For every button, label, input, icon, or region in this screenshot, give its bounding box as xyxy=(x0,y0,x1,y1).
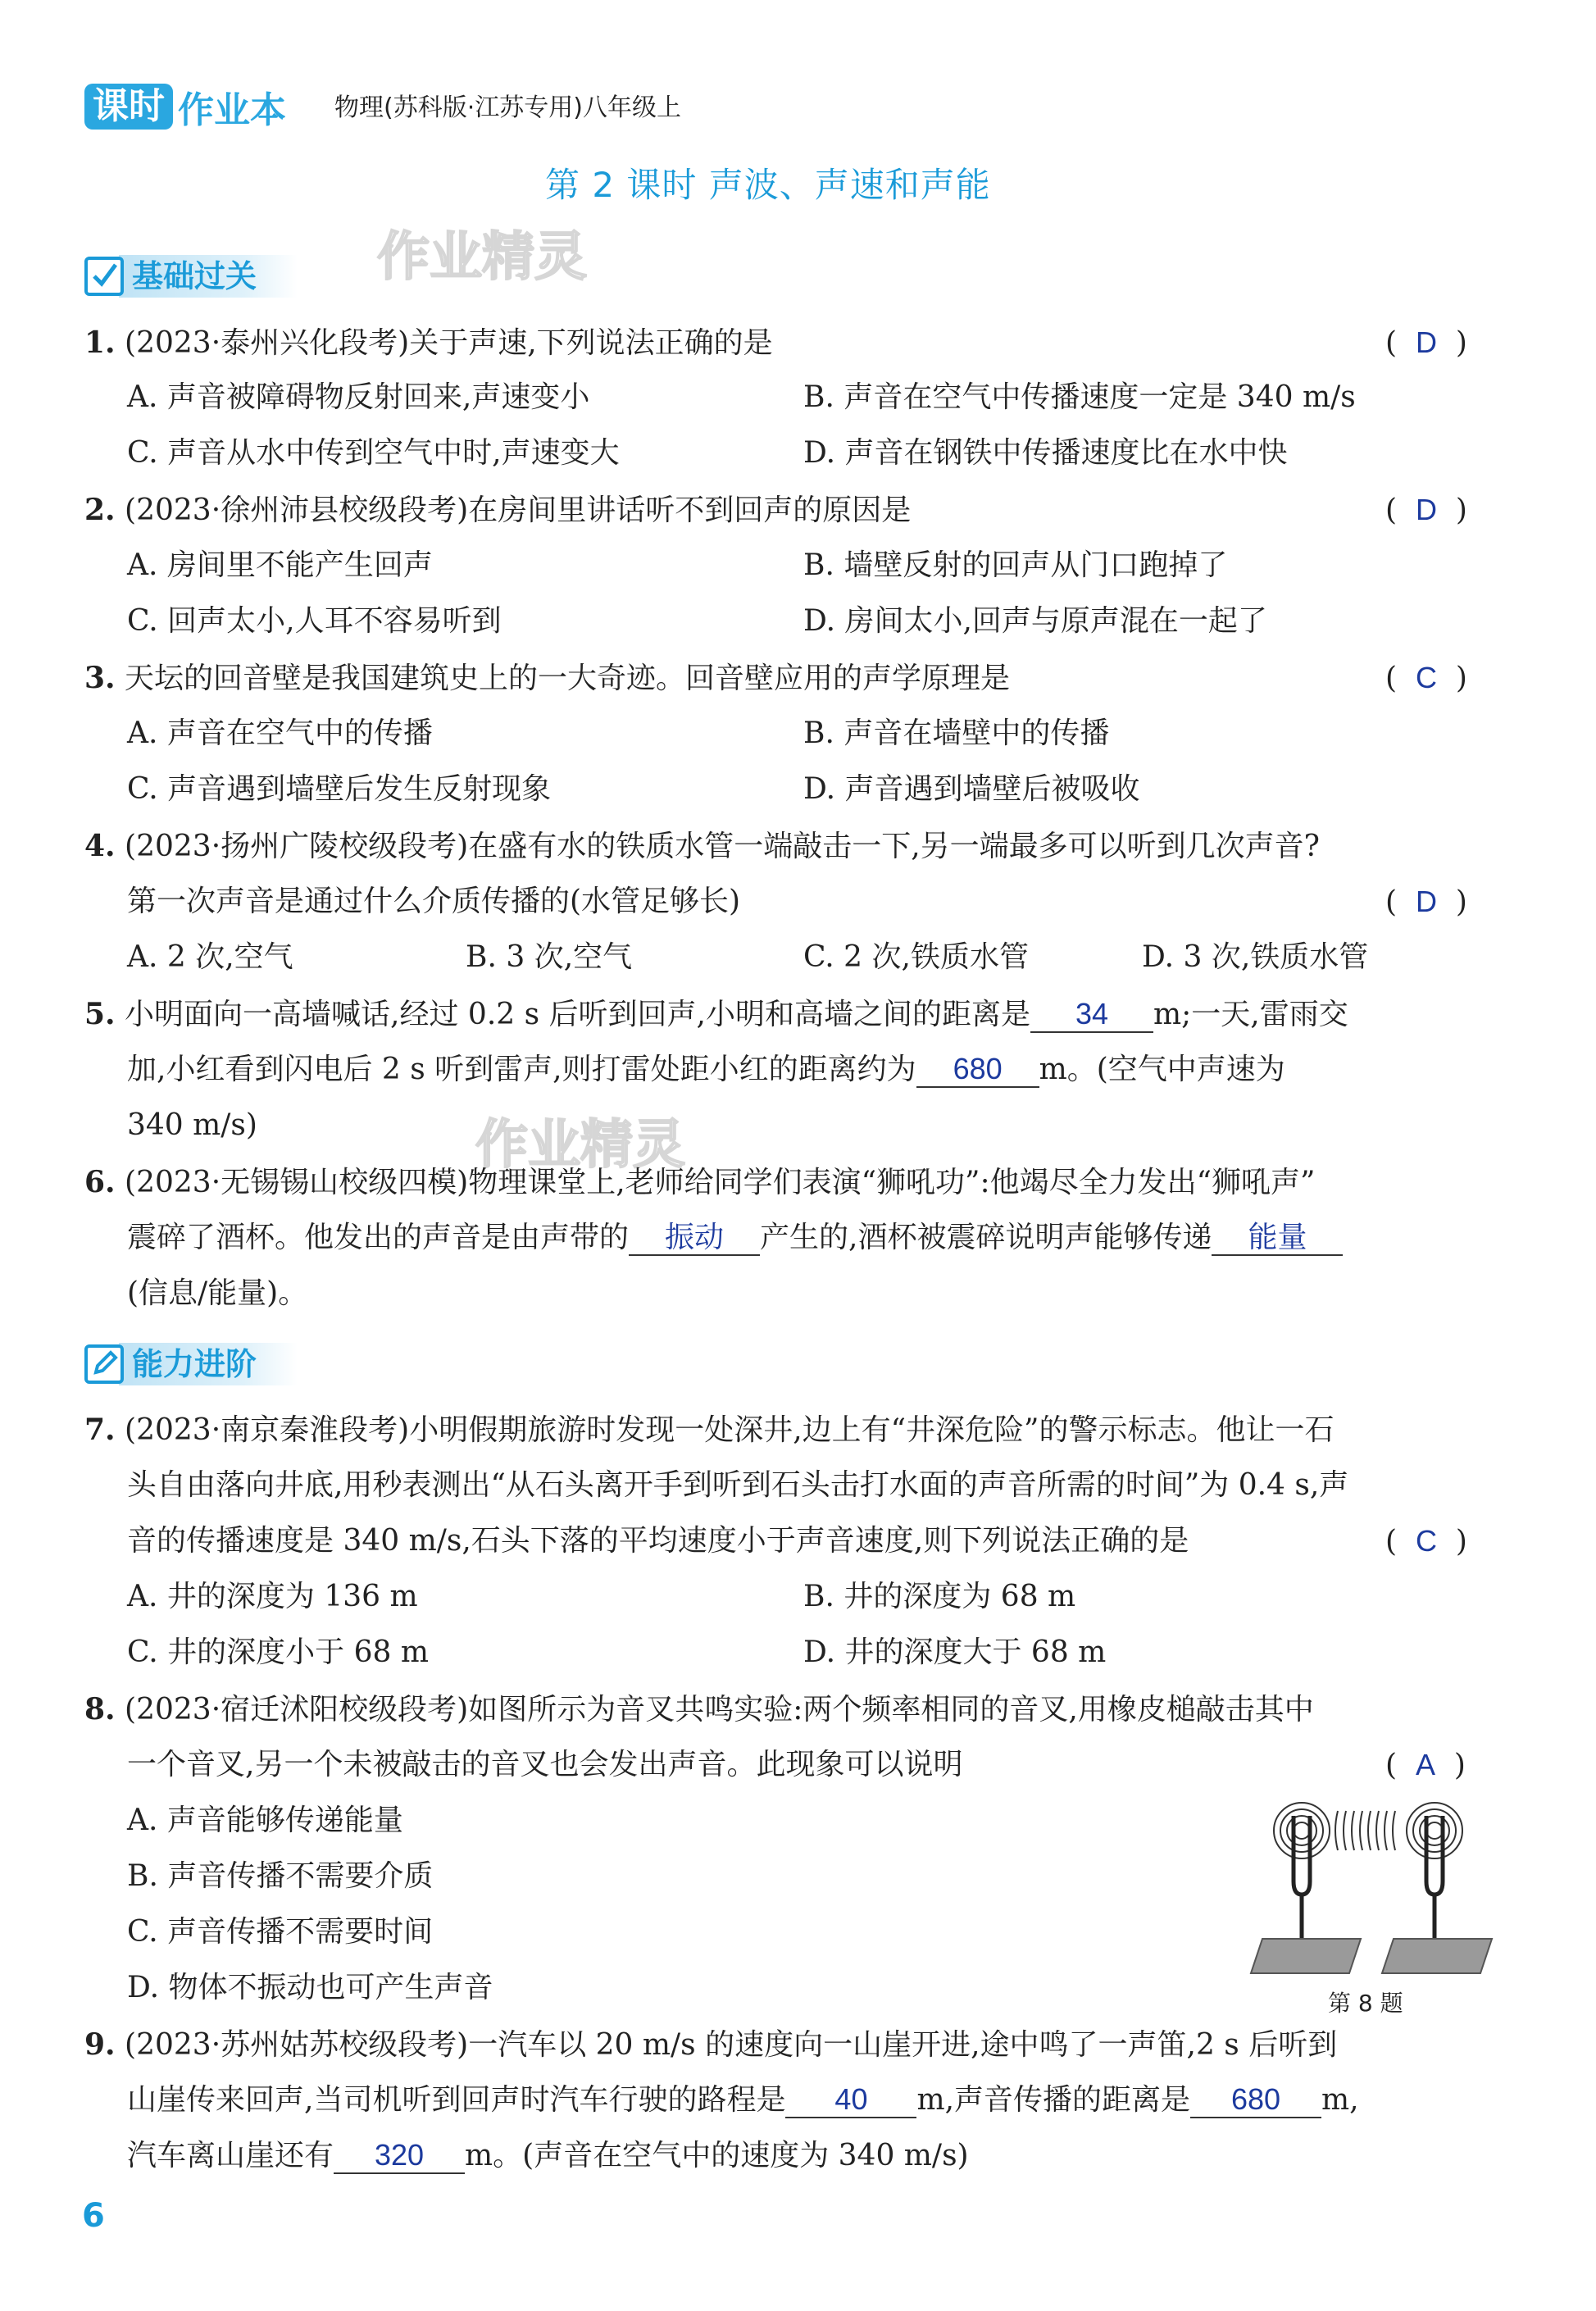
brand-title: 作业本 xyxy=(178,89,286,131)
option-b: B. 声音在墙壁中的传播 xyxy=(803,717,1110,750)
option-a: A. 井的深度为 136 m xyxy=(127,1580,418,1613)
question-text: m, xyxy=(1321,2083,1359,2117)
fill-blank xyxy=(785,2083,916,2118)
question-text: m。(空气中声速为 xyxy=(1039,1053,1285,1086)
question-6 xyxy=(84,1164,1315,1201)
question-1 xyxy=(84,325,773,362)
question-9-line-2 xyxy=(127,2082,1359,2118)
option-c: C. 声音传播不需要时间 xyxy=(127,1915,434,1949)
answer: 680 xyxy=(1231,2082,1281,2116)
question-8-line-2: 一个音叉,另一个未被敲击的音叉也会发出声音。此现象可以说明 xyxy=(127,1748,963,1781)
question-5 xyxy=(84,996,1348,1033)
fill-blank xyxy=(916,1053,1039,1088)
answer: C xyxy=(1415,661,1437,694)
question-text: 加,小红看到闪电后 2 s 听到雷声,则打雷处距小红的距离约为 xyxy=(127,1053,916,1086)
answer: A xyxy=(1415,1748,1435,1781)
option-d: D. 井的深度大于 68 m xyxy=(803,1635,1107,1669)
fill-blank xyxy=(1212,1221,1343,1256)
figure-caption: 第 8 题 xyxy=(1328,1990,1403,2017)
question-text: (2023·无锡锡山校级四模)物理课堂上,老师给同学们表演“狮吼功”:他竭尽全力发出“狮吼声” xyxy=(125,1166,1316,1199)
question-3 xyxy=(84,660,1010,697)
option-b: B. 墙壁反射的回声从门口跑掉了 xyxy=(803,548,1228,582)
fork-base xyxy=(1382,1939,1492,1973)
question-2 xyxy=(84,492,911,529)
question-number: 3. xyxy=(84,661,116,695)
answer: D xyxy=(1415,493,1437,526)
question-text: 震碎了酒杯。他发出的声音是由声带的 xyxy=(127,1221,630,1254)
section-title: 能力进阶 xyxy=(119,1343,298,1385)
question-text: (2023·宿迁沭阳校级段考)如图所示为音叉共鸣实验:两个频率相同的音叉,用橡皮槌敲击其中 xyxy=(125,1693,1314,1726)
watermark: 作业精灵 xyxy=(475,1115,685,1176)
option-c: C. 回声太小,人耳不容易听到 xyxy=(127,604,502,638)
question-7-line-3: 音的传播速度是 340 m/s,石头下落的平均速度小于声音速度,则下列说法正确的是 xyxy=(127,1524,1189,1558)
option-a: A. 2 次,空气 xyxy=(127,940,293,974)
fill-blank xyxy=(629,1221,760,1256)
watermark: 作业精灵 xyxy=(377,227,587,288)
question-text: m,声音传播的距离是 xyxy=(916,2083,1191,2117)
question-text: (2023·苏州姑苏校级段考)一汽车以 20 m/s 的速度向一山崖开进,途中鸣了一声笛,2 s 后听到 xyxy=(125,2028,1338,2062)
option-a: A. 声音被障碍物反射回来,声速变小 xyxy=(127,380,590,414)
option-d: D. 声音在钢铁中传播速度比在水中快 xyxy=(803,436,1288,470)
question-text: 山崖传来回声,当司机听到回声时汽车行驶的路程是 xyxy=(127,2083,786,2117)
tuning-fork-figure xyxy=(1238,1799,1500,1980)
answer-bracket: ( D ) xyxy=(1385,885,1467,919)
question-number: 2. xyxy=(84,493,116,527)
section-advanced xyxy=(84,1340,298,1388)
answer: 振动 xyxy=(665,1220,725,1253)
fill-blank xyxy=(1190,2083,1321,2118)
fork-base xyxy=(1251,1939,1361,1973)
question-8 xyxy=(84,1691,1314,1728)
option-c: C. 声音遇到墙壁后发生反射现象 xyxy=(127,772,552,806)
question-number: 9. xyxy=(84,2027,116,2062)
question-number: 7. xyxy=(84,1413,116,1447)
question-5-line-2 xyxy=(127,1052,1285,1088)
page-number: 6 xyxy=(82,2197,105,2235)
question-stem: (2023·泰州兴化段考)关于声速,下列说法正确的是 xyxy=(125,326,773,360)
option-b: B. 3 次,空气 xyxy=(466,940,633,974)
question-stem: (2023·扬州广陵校级段考)在盛有水的铁质水管一端敲击一下,另一端最多可以听到几次声音? xyxy=(125,830,1320,863)
question-text: m;一天,雷雨交 xyxy=(1153,998,1348,1031)
question-6-line-3: (信息/能量)。 xyxy=(127,1276,308,1310)
question-text: 产生的,酒杯被震碎说明声能够传递 xyxy=(760,1221,1212,1254)
brand-box: 课时 xyxy=(84,84,173,130)
answer-bracket: ( D ) xyxy=(1385,493,1467,527)
option-a: A. 声音在空气中的传播 xyxy=(127,717,433,750)
question-stem-line-2: 第一次声音是通过什么介质传播的(水管足够长) xyxy=(127,885,741,918)
answer: 能量 xyxy=(1248,1220,1307,1253)
answer: 34 xyxy=(1075,997,1109,1030)
answer-bracket: ( A ) xyxy=(1385,1748,1466,1782)
answer-bracket: ( C ) xyxy=(1385,661,1467,695)
answer: D xyxy=(1415,325,1437,359)
answer: 320 xyxy=(374,2138,425,2172)
fill-blank xyxy=(1030,998,1153,1033)
question-text: 小明面向一高墙喊话,经过 0.2 s 后听到回声,小明和高墙之间的距离是 xyxy=(125,998,1030,1031)
question-number: 8. xyxy=(84,1692,116,1726)
answer: D xyxy=(1415,885,1437,918)
option-c: C. 2 次,铁质水管 xyxy=(803,940,1029,974)
question-text: (2023·南京秦淮段考)小明假期旅游时发现一处深井,边上有“井深危险”的警示标志。他让一石 xyxy=(125,1413,1335,1447)
option-d: D. 物体不振动也可产生声音 xyxy=(127,1971,493,2004)
brand-logo xyxy=(84,82,286,131)
fill-blank xyxy=(334,2139,465,2174)
section-basic xyxy=(84,252,298,300)
option-d: D. 房间太小,回声与原声混在一起了 xyxy=(803,604,1267,638)
question-9 xyxy=(84,2027,1337,2063)
question-stem: 天坛的回音壁是我国建筑史上的一大奇迹。回音壁应用的声学原理是 xyxy=(125,662,1011,695)
answer: 680 xyxy=(953,1052,1003,1085)
answer: C xyxy=(1415,1524,1437,1558)
question-number: 1. xyxy=(84,325,116,360)
book-subtitle: 物理(苏科版·江苏专用)八年级上 xyxy=(334,93,681,122)
question-6-line-2 xyxy=(127,1220,1343,1256)
question-number: 4. xyxy=(84,829,116,863)
question-stem: (2023·徐州沛县校级段考)在房间里讲话听不到回声的原因是 xyxy=(125,494,912,527)
option-b: B. 声音传播不需要介质 xyxy=(127,1859,434,1893)
question-text: m。(声音在空气中的速度为 340 m/s) xyxy=(465,2139,969,2172)
lesson-title: 第 2 课时 声波、声速和声能 xyxy=(545,165,991,205)
question-text: 汽车离山崖还有 xyxy=(127,2139,334,2172)
answer: 40 xyxy=(834,2082,868,2116)
checkbox-icon xyxy=(84,257,124,296)
question-7-line-2: 头自由落向井底,用秒表测出“从石头离开手到听到石头击打水面的声音所需的时间”为 0.4 s,声 xyxy=(127,1468,1349,1502)
answer-bracket: ( D ) xyxy=(1385,325,1467,360)
option-b: B. 声音在空气中传播速度一定是 340 m/s xyxy=(803,380,1356,414)
question-9-line-3 xyxy=(127,2138,969,2174)
question-number: 6. xyxy=(84,1165,116,1199)
pencil-icon xyxy=(84,1344,124,1384)
option-a: A. 房间里不能产生回声 xyxy=(127,548,433,582)
question-number: 5. xyxy=(84,997,116,1031)
option-b: B. 井的深度为 68 m xyxy=(803,1580,1076,1613)
option-c: C. 声音从水中传到空气中时,声速变大 xyxy=(127,436,620,470)
option-c: C. 井的深度小于 68 m xyxy=(127,1635,429,1669)
question-5-line-3: 340 m/s) xyxy=(127,1108,257,1142)
answer-bracket: ( C ) xyxy=(1385,1524,1467,1558)
question-7 xyxy=(84,1412,1334,1449)
option-d: D. 声音遇到墙壁后被吸收 xyxy=(803,772,1140,806)
option-a: A. 声音能够传递能量 xyxy=(127,1804,403,1837)
section-title: 基础过关 xyxy=(119,255,298,298)
question-4 xyxy=(84,828,1320,865)
option-d: D. 3 次,铁质水管 xyxy=(1142,940,1369,974)
